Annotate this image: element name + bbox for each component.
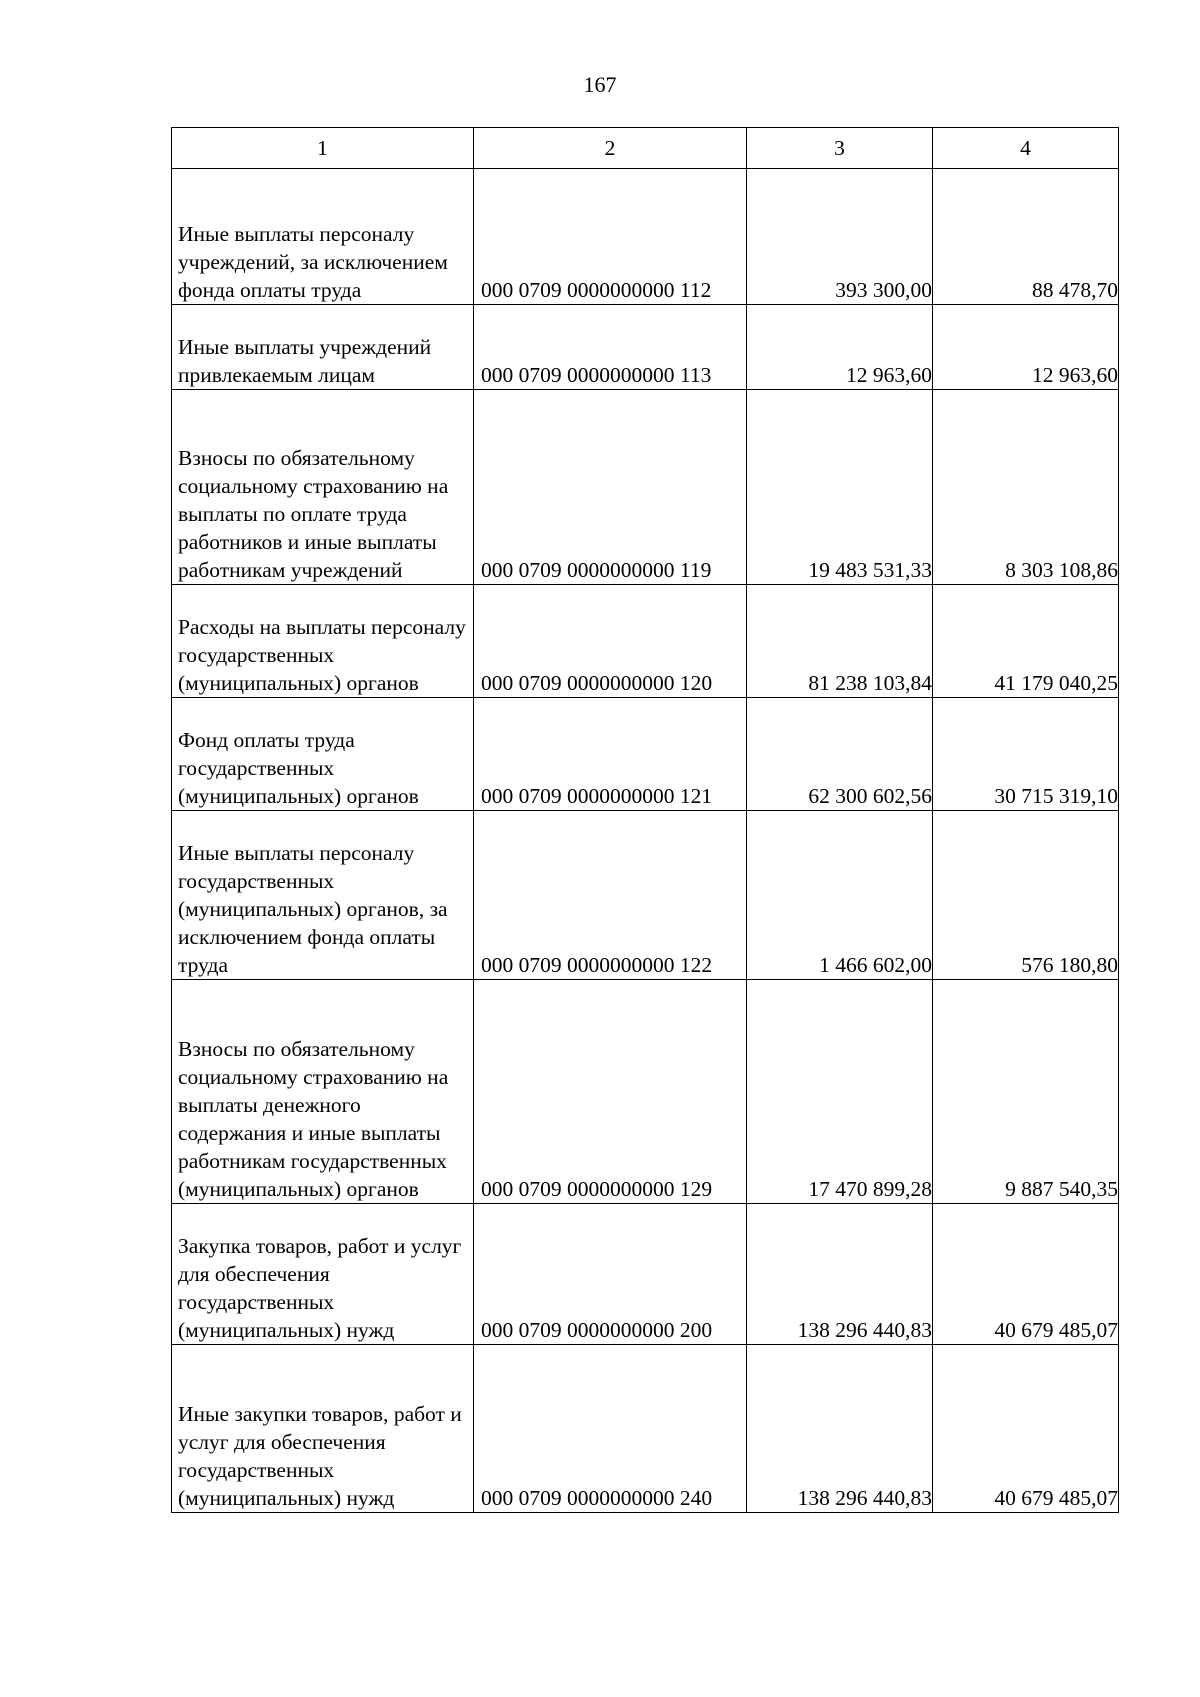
row-name: Иные выплаты персоналу государственных (муниципальных) органов, за исключением фонда оплаты труда [172, 811, 474, 980]
row-value-4: 576 180,80 [933, 811, 1119, 980]
row-code: 000 0709 0000000000 112 [474, 169, 747, 305]
table-row [172, 1204, 1119, 1345]
row-value-4: 40 679 485,07 [933, 1204, 1119, 1345]
row-code: 000 0709 0000000000 200 [474, 1204, 747, 1345]
row-value-3: 17 470 899,28 [747, 980, 933, 1204]
row-code: 000 0709 0000000000 122 [474, 811, 747, 980]
row-value-4: 88 478,70 [933, 169, 1119, 305]
row-value-3: 12 963,60 [747, 305, 933, 390]
table-row [172, 698, 1119, 811]
column-header-4: 4 [933, 128, 1119, 169]
row-code: 000 0709 0000000000 119 [474, 390, 747, 585]
row-name: Иные закупки товаров, работ и услуг для обеспечения государственных (муниципальных) нужд [172, 1345, 474, 1513]
row-name: Взносы по обязательному социальному страхованию на выплаты по оплате труда работников и иные выплаты работникам учреждений [172, 390, 474, 585]
row-name: Иные выплаты учреждений привлекаемым лицам [172, 305, 474, 390]
column-header-3: 3 [747, 128, 933, 169]
row-value-3: 138 296 440,83 [747, 1204, 933, 1345]
row-value-4: 40 679 485,07 [933, 1345, 1119, 1513]
row-value-4: 30 715 319,10 [933, 698, 1119, 811]
row-name: Расходы на выплаты персоналу государственных (муниципальных) органов [172, 585, 474, 698]
table-row [172, 980, 1119, 1204]
row-code: 000 0709 0000000000 240 [474, 1345, 747, 1513]
row-value-3: 138 296 440,83 [747, 1345, 933, 1513]
row-code: 000 0709 0000000000 121 [474, 698, 747, 811]
table-row [172, 1345, 1119, 1513]
row-value-4: 12 963,60 [933, 305, 1119, 390]
row-name: Закупка товаров, работ и услуг для обеспечения государственных (муниципальных) нужд [172, 1204, 474, 1345]
budget-table [171, 127, 1119, 1513]
column-header-1: 1 [172, 128, 474, 169]
row-code: 000 0709 0000000000 113 [474, 305, 747, 390]
table-row [172, 305, 1119, 390]
table-row [172, 169, 1119, 305]
page-number: 167 [583, 72, 617, 97]
row-name: Иные выплаты персоналу учреждений, за исключением фонда оплаты труда [172, 169, 474, 305]
column-header-2: 2 [474, 128, 747, 169]
row-value-3: 62 300 602,56 [747, 698, 933, 811]
table-header-row [172, 128, 1119, 169]
row-value-4: 41 179 040,25 [933, 585, 1119, 698]
row-name: Фонд оплаты труда государственных (муниципальных) органов [172, 698, 474, 811]
row-name: Взносы по обязательному социальному страхованию на выплаты денежного содержания и иные выплаты работникам государственных (муниципальных) органов [172, 980, 474, 1204]
table-row [172, 585, 1119, 698]
row-value-4: 9 887 540,35 [933, 980, 1119, 1204]
row-code: 000 0709 0000000000 120 [474, 585, 747, 698]
table-row [172, 811, 1119, 980]
row-value-3: 393 300,00 [747, 169, 933, 305]
table-row [172, 390, 1119, 585]
row-code: 000 0709 0000000000 129 [474, 980, 747, 1204]
row-value-3: 1 466 602,00 [747, 811, 933, 980]
row-value-3: 81 238 103,84 [747, 585, 933, 698]
row-value-3: 19 483 531,33 [747, 390, 933, 585]
row-value-4: 8 303 108,86 [933, 390, 1119, 585]
